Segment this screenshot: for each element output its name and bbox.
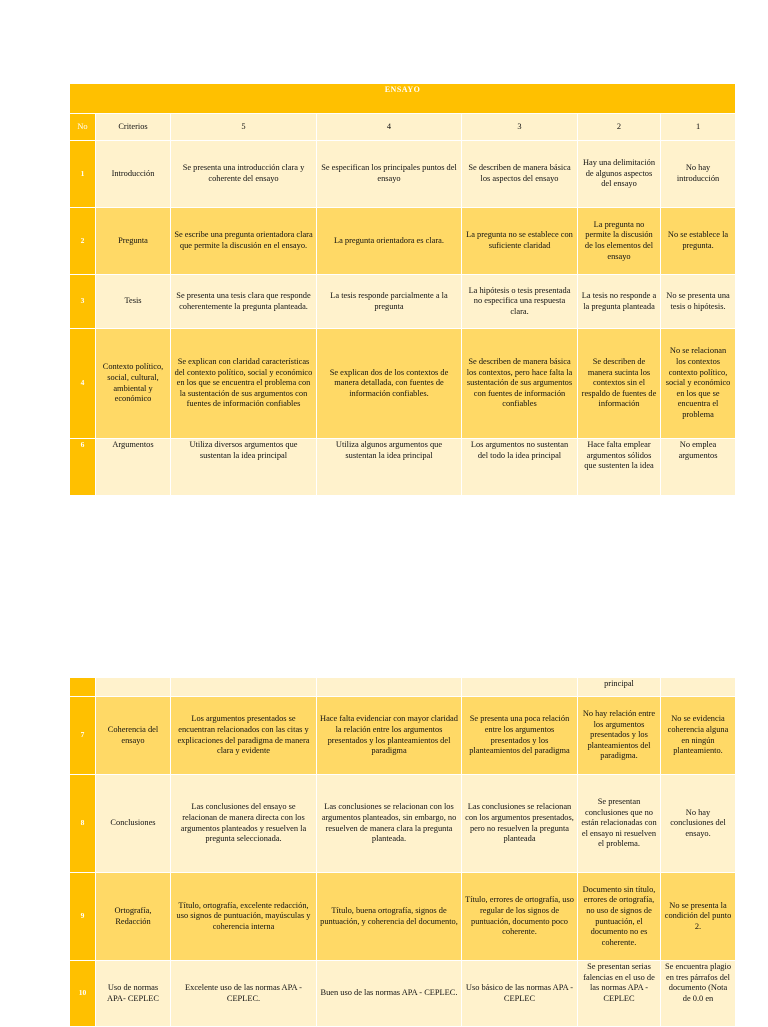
row-number: 9 xyxy=(70,873,96,961)
table-row xyxy=(70,329,736,439)
score-1-cell: No emplea argumentos xyxy=(661,439,736,496)
score-1-cell: Se encuentra plagio en tres párrafos del documento (Nota de 0.0 en xyxy=(661,961,736,1027)
criterion-cell: Contexto político, social, cultural, ambiental y económico xyxy=(96,329,171,439)
table-row xyxy=(70,697,736,775)
score-3-cell: Se describen de manera básica los contextos, pero hace falta la sustentación de sus argumentos con fuentes de información confiables xyxy=(462,329,578,439)
score-5-cell: Las conclusiones del ensayo se relacionan de manera directa con los argumentos planteados y resuelven la pregunta seleccionada. xyxy=(171,775,317,873)
score-4-cell: Se explican dos de los contextos de manera detallada, con fuentes de información confiables. xyxy=(317,329,462,439)
score-5-cell: Se escribe una pregunta orientadora clara que permite la discusión en el ensayo. xyxy=(171,208,317,275)
score-1-cell: No se relacionan los contextos contexto político, social y económico en los que se encuentra el problema xyxy=(661,329,736,439)
score-2-cell: La tesis no responde a la pregunta planteada xyxy=(578,275,661,329)
score-1-cell: No se presenta la condición del punto 2. xyxy=(661,873,736,961)
header-1: 1 xyxy=(661,114,736,141)
header-criterios: Criterios xyxy=(96,114,171,141)
criterion-cell: Pregunta xyxy=(96,208,171,275)
table-row xyxy=(70,208,736,275)
score-2-cell: Hay una delimitación de algunos aspectos del ensayo xyxy=(578,141,661,208)
row-number: 7 xyxy=(70,697,96,775)
criterion-cell: Introducción xyxy=(96,141,171,208)
criterion-cell: Coherencia del ensayo xyxy=(96,697,171,775)
continued-text: principal xyxy=(578,678,661,697)
row-number: 8 xyxy=(70,775,96,873)
score-3-cell: Título, errores de ortografía, uso regular de los signos de puntuación, documento poco coherente. xyxy=(462,873,578,961)
score-5-cell: Los argumentos presentados se encuentran relacionados con las citas y explicaciones del paradigma de manera clara y evidente xyxy=(171,697,317,775)
score-5-cell: Se explican con claridad características del contexto político, social y económico en los que se encuentra el problema con la sustentación de sus argumentos con fuentes de información confiables xyxy=(171,329,317,439)
score-5-cell: Título, ortografía, excelente redacción, uso signos de puntuación, mayúsculas y coherencia interna xyxy=(171,873,317,961)
header-4: 4 xyxy=(317,114,462,141)
score-4-cell: Hace falta evidenciar con mayor claridad la relación entre los argumentos presentados y los planteamientos del paradigma xyxy=(317,697,462,775)
score-3-cell: Los argumentos no sustentan del todo la idea principal xyxy=(462,439,578,496)
score-3-cell: Se describen de manera básica los aspectos del ensayo xyxy=(462,141,578,208)
score-2-cell: Documento sin título, errores de ortografía, no uso de signos de puntuación, el documento no es coherente. xyxy=(578,873,661,961)
criterion-cell: Tesis xyxy=(96,275,171,329)
score-2-cell: Se presentan serias falencias en el uso de las normas APA - CEPLEC xyxy=(578,961,661,1027)
continuation-row xyxy=(70,678,736,697)
score-4-cell: Utiliza algunos argumentos que sustentan la idea principal xyxy=(317,439,462,496)
score-4-cell: Título, buena ortografía, signos de puntuación, y coherencia del documento, xyxy=(317,873,462,961)
header-5: 5 xyxy=(171,114,317,141)
score-3-cell: Se presenta una poca relación entre los argumentos presentados y los planteamientos del paradigma xyxy=(462,697,578,775)
header-row xyxy=(70,114,736,141)
row-number: 6 xyxy=(70,439,96,496)
score-2-cell: La pregunta no permite la discusión de los elementos del ensayo xyxy=(578,208,661,275)
rubric-table-page-2 xyxy=(69,677,735,1027)
score-5-cell: Utiliza diversos argumentos que sustentan la idea principal xyxy=(171,439,317,496)
score-5-cell: Se presenta una tesis clara que responde coherentemente la pregunta planteada. xyxy=(171,275,317,329)
score-5-cell: Se presenta una introducción clara y coherente del ensayo xyxy=(171,141,317,208)
table-row xyxy=(70,439,736,496)
header-2: 2 xyxy=(578,114,661,141)
score-3-cell: La hipótesis o tesis presentada no especifica una respuesta clara. xyxy=(462,275,578,329)
score-3-cell: Uso básico de las normas APA - CEPLEC xyxy=(462,961,578,1027)
table-row xyxy=(70,961,736,1027)
score-2-cell: Hace falta emplear argumentos sólidos que sustenten la idea xyxy=(578,439,661,496)
header-3: 3 xyxy=(462,114,578,141)
table-row xyxy=(70,141,736,208)
score-4-cell: Las conclusiones se relacionan con los argumentos planteados, sin embargo, no resuelven de manera clara la pregunta planteada. xyxy=(317,775,462,873)
table-title: ENSAYO xyxy=(70,84,736,114)
table-row xyxy=(70,873,736,961)
score-2-cell: No hay relación entre los argumentos presentados y los planteamientos del paradigma. xyxy=(578,697,661,775)
score-1-cell: No hay introducción xyxy=(661,141,736,208)
score-5-cell: Excelente uso de las normas APA - CEPLEC. xyxy=(171,961,317,1027)
row-number: 2 xyxy=(70,208,96,275)
score-1-cell: No se establece la pregunta. xyxy=(661,208,736,275)
criterion-cell: Conclusiones xyxy=(96,775,171,873)
criterion-cell: Ortografía, Redacción xyxy=(96,873,171,961)
score-2-cell: Se presentan conclusiones que no están relacionadas con el ensayo ni resuelven el problema. xyxy=(578,775,661,873)
criterion-cell: Argumentos xyxy=(96,439,171,496)
table-row xyxy=(70,275,736,329)
score-1-cell: No se evidencia coherencia alguna en ningún planteamiento. xyxy=(661,697,736,775)
score-4-cell: La pregunta orientadora es clara. xyxy=(317,208,462,275)
score-4-cell: Buen uso de las normas APA - CEPLEC. xyxy=(317,961,462,1027)
rubric-table-page-1 xyxy=(69,83,735,496)
table-row xyxy=(70,775,736,873)
header-no: No xyxy=(70,114,96,141)
row-number: 4 xyxy=(70,329,96,439)
score-3-cell: La pregunta no se establece con suficiente claridad xyxy=(462,208,578,275)
score-1-cell: No se presenta una tesis o hipótesis. xyxy=(661,275,736,329)
row-number: 1 xyxy=(70,141,96,208)
row-number: 10 xyxy=(70,961,96,1027)
score-4-cell: Se especifican los principales puntos del ensayo xyxy=(317,141,462,208)
row-number: 3 xyxy=(70,275,96,329)
score-1-cell: No hay conclusiones del ensayo. xyxy=(661,775,736,873)
score-3-cell: Las conclusiones se relacionan con los argumentos presentados, pero no resuelven la pregunta planteada xyxy=(462,775,578,873)
score-4-cell: La tesis responde parcialmente a la pregunta xyxy=(317,275,462,329)
criterion-cell: Uso de normas APA- CEPLEC xyxy=(96,961,171,1027)
score-2-cell: Se describen de manera sucinta los contextos sin el respaldo de fuentes de información xyxy=(578,329,661,439)
